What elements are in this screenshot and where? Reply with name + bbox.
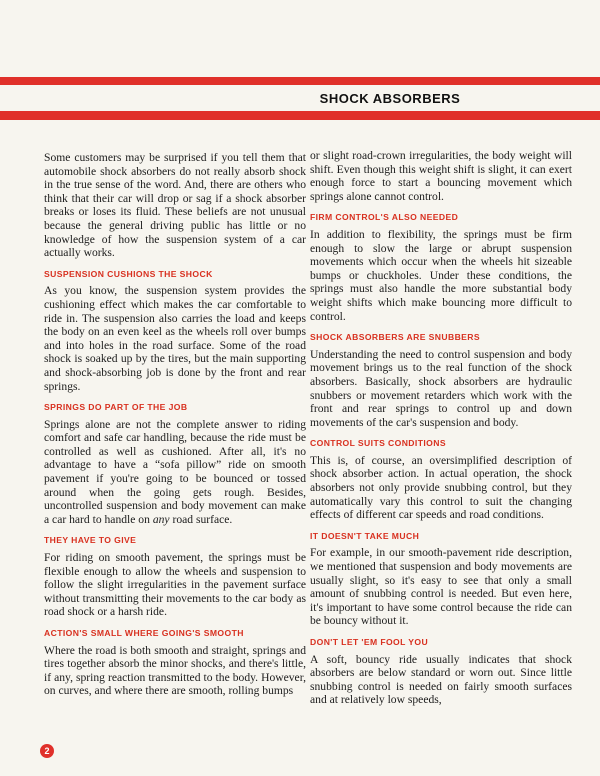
banner-stripe-bottom [0, 111, 600, 120]
intro-paragraph: Some customers may be surprised if you tell them that automobile shock absorbers do not really absorb shock in the true sense of the word. And, there are others who think that their car will drop or sag if a shock absorber breaks or loses its fluid. These beliefs are not unusual because the general driving public has little or no knowledge of how the suspension system of a car actually works. [44, 151, 306, 260]
section-heading: CONTROL SUITS CONDITIONS [310, 438, 446, 449]
section-heading: SHOCK ABSORBERS ARE SNUBBERS [310, 332, 481, 343]
section-paragraph: A soft, bouncy ride usually indicates that shock absorbers are below standard or worn out. Since little snubbing control is needed on fairly smooth surfaces and at relatively low speeds, [310, 652, 572, 707]
section-heading: SPRINGS DO PART OF THE JOB [44, 402, 188, 413]
section-heading: ACTION'S SMALL WHERE GOING'S SMOOTH [44, 628, 244, 638]
section-paragraph: Understanding the need to control suspension and body movement brings us to the real function of the shock absorbers. Basically, shock absorbers are hydraulic snubbers or movement retarders which work with the front and rear springs to control up and down movements of the car's suspension and body. [310, 347, 572, 429]
right-column [310, 149, 572, 715]
section-heading: FIRM CONTROL'S ALSO NEEDED [310, 212, 459, 223]
banner-stripe-top [0, 77, 600, 85]
italic-word: any [152, 512, 170, 526]
paragraph-text: Springs alone are not the complete answer to riding comfort and safe car handling, because the ride must be controlled as well as cushioned. After all, it's no advantage to have a “sofa pillow” ride on smooth pavement if you're going to be bounced or tossed around when the going gets rough. Besides, uncontrolled suspension and body movement can make a car hard to handle on [44, 417, 306, 526]
section-paragraph [44, 418, 306, 527]
continuation-paragraph: or slight road-crown irregularities, the body weight will shift. Even though this weight shift is slight, it can exert enough force to start a bouncing movement which springs alone cannot control. [310, 149, 572, 203]
section-paragraph: For example, in our smooth-pavement ride description, we mentioned that suspension and body movements are usually slight, so it's easy to see that only a small amount of snubbing control is needed. But even here, it's important to have some control because the ride can be bouncy without it. [310, 546, 572, 628]
banner-band [0, 85, 600, 111]
header-banner [0, 77, 600, 122]
section-paragraph: This is, of course, an oversimplified description of shock absorber action. In actual operation, the shock absorbers not only provide snubbing control, but they automatically vary this control to suit the changing effects of different car speeds and road conditions. [310, 453, 572, 522]
paragraph-text: road surface. [169, 512, 233, 526]
section-heading: THEY HAVE TO GIVE [44, 535, 137, 546]
page-number-badge: 2 [40, 744, 54, 758]
left-column [44, 151, 306, 706]
section-paragraph: In addition to flexibility, the springs must be firm enough to slow the large or abrupt suspension movements which occur when the wheels hit sizeable bumps or chuckholes. Under these conditions, the springs must also handle the more substantial body weight shifts which make bouncing more difficult to control. [310, 227, 572, 323]
section-heading: DON'T LET 'EM FOOL YOU [310, 637, 429, 647]
section-paragraph: As you know, the suspension system provides the cushioning effect which makes the car comfortable to ride in. The suspension also carries the load and keeps the body on an even keel as the wheels roll over bumps and into holes in the road surface. Some of the road shock is soaked up by the tires, but the main supporting and shock-absorbing job is done by the front and rear springs. [44, 284, 306, 393]
section-paragraph: Where the road is both smooth and straight, springs and tires together absorb the minor shocks, and there's little, if any, spring reaction transmitted to the body. However, on curves, and where there are smooth, rolling bumps [44, 643, 306, 698]
section-heading: IT DOESN'T TAKE MUCH [310, 530, 420, 541]
section-heading: SUSPENSION CUSHIONS THE SHOCK [44, 268, 213, 279]
section-paragraph: For riding on smooth pavement, the springs must be flexible enough to allow the wheels and suspension to follow the slight irregularities in the pavement surface without transmitting their movements to the car body as road shock or a harsh ride. [44, 551, 306, 619]
page-title: SHOCK ABSORBERS [319, 90, 461, 106]
